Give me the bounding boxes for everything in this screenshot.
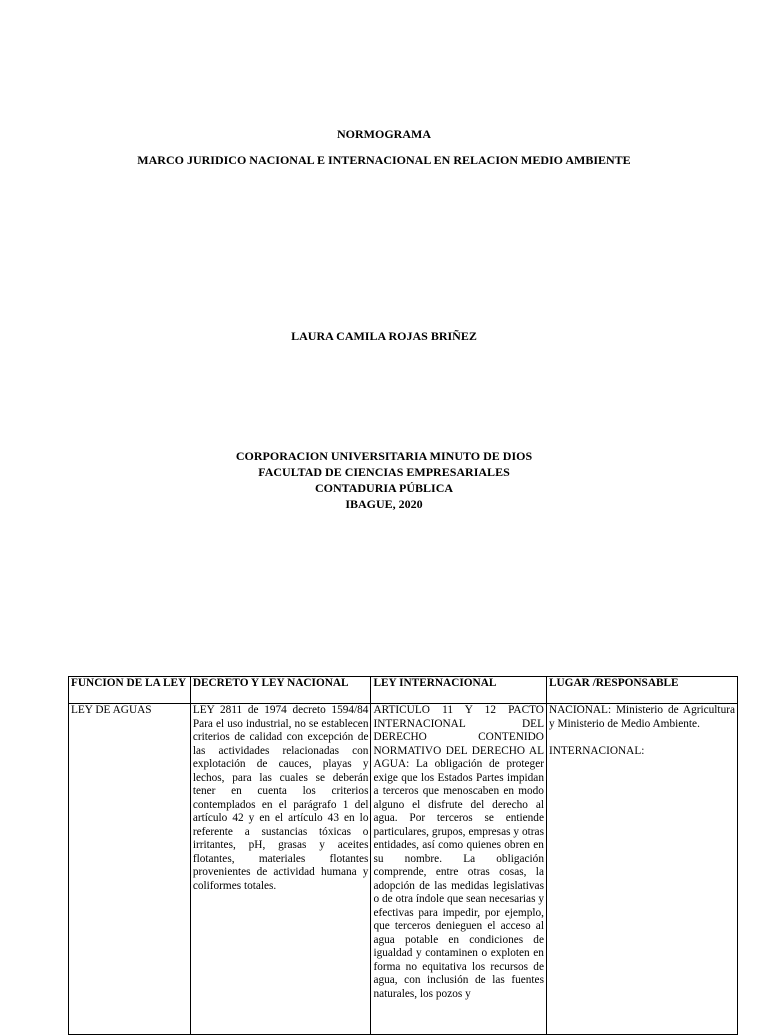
lugar-internacional: INTERNACIONAL: <box>548 744 645 757</box>
document-title: NORMOGRAMA <box>337 127 431 141</box>
institution-name: CORPORACION UNIVERSITARIA MINUTO DE DIOS <box>235 449 533 463</box>
place-year: IBAGUE, 2020 <box>345 497 423 511</box>
normograma-table <box>68 676 738 1035</box>
lugar-nacional: NACIONAL: Ministerio de Agricultura y Ministerio de Medio Ambiente. <box>548 704 735 730</box>
table-header-row <box>69 677 738 704</box>
header-lugar-responsable: LUGAR /RESPONSABLE <box>546 677 737 704</box>
cell-decreto: LEY 2811 de 1974 decreto 1594/84 Para el uso industrial, no se establecen criterios de calidad con excepción de las actividades relacionadas con explotación de cauces, playas y lechos, para las cuales se deberán tener en cuenta los criterios contemplados en el parágrafo 1 del artículo 42 y en el artículo 43 en lo referente a sustancias tóxicas o irritantes, pH, grasas y aceites flotantes, materiales flotantes provenientes de actividad humana y coliformes totales. <box>190 704 371 1035</box>
table-row <box>69 704 738 1035</box>
header-funcion-ley: FUNCION DE LA LEY <box>69 677 191 704</box>
cell-lugar <box>546 704 737 1035</box>
cell-internacional: ARTICULO 11 Y 12 PACTO INTERNACIONAL DEL DERECHO CONTENIDO NORMATIVO DEL DERECHO AL AGUA: La obligación de proteger exige que los Estados Partes impidan a terceros que menoscaben en modo alguno el disfrute del derecho al agua. Por terceros se entiende particulares, grupos, empresas y otras entidades, así como quienes obren en su nombre. La obligación comprende, entre otras cosas, la adopción de las medidas legislativas o de otra índole que sean necesarias y efectivas para impedir, por ejemplo, que terceros denieguen el acceso al agua potable en condiciones de igualdad y contaminen o exploten en forma no equitativa los recursos de agua, con inclusión de las fuentes naturales, los pozos y <box>371 704 547 1035</box>
document-subtitle: MARCO JURIDICO NACIONAL E INTERNACIONAL EN RELACION MEDIO AMBIENTE <box>137 153 631 167</box>
cell-funcion: LEY DE AGUAS <box>69 704 191 1035</box>
header-decreto-ley-nacional: DECRETO Y LEY NACIONAL <box>190 677 371 704</box>
program-name: CONTADURIA PÚBLICA <box>314 481 454 495</box>
faculty-name: FACULTAD DE CIENCIAS EMPRESARIALES <box>258 465 510 479</box>
author-name: LAURA CAMILA ROJAS BRIÑEZ <box>291 329 477 343</box>
cell-spacer <box>549 731 735 745</box>
header-ley-internacional: LEY INTERNACIONAL <box>371 677 547 704</box>
